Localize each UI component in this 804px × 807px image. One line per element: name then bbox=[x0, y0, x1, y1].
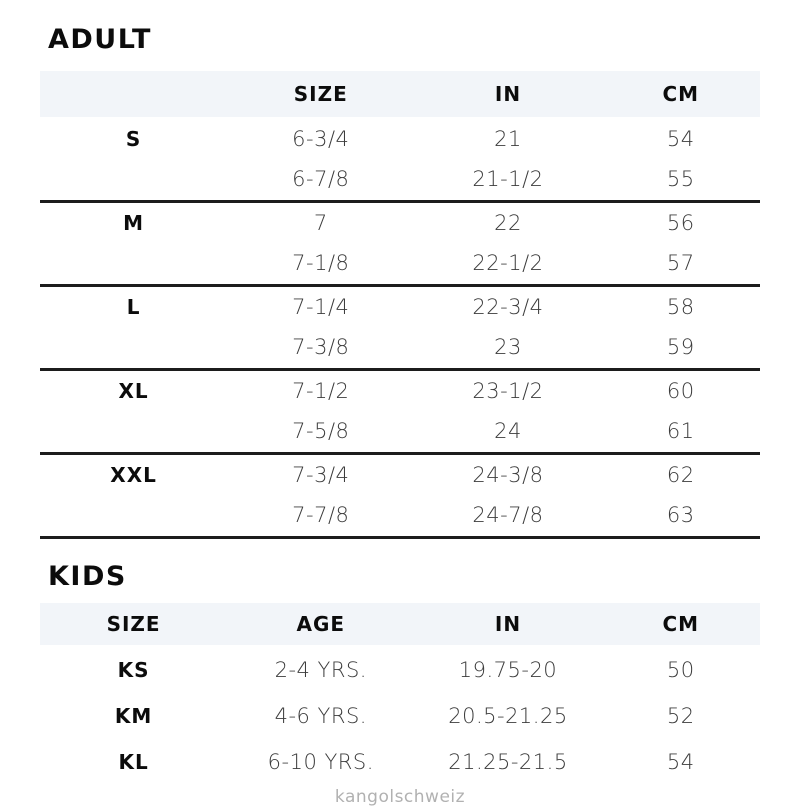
hat-size-value: 7-1/8 bbox=[292, 251, 350, 275]
kids-table-header-row bbox=[40, 603, 760, 645]
size-label: L bbox=[126, 295, 141, 319]
table-row bbox=[40, 647, 760, 693]
site-watermark: kangolschweiz bbox=[334, 787, 466, 807]
table-row bbox=[40, 159, 760, 199]
cm-value: 52 bbox=[666, 704, 695, 728]
adult-size-group-s bbox=[40, 119, 760, 203]
inches-value: 22 bbox=[494, 211, 522, 235]
hat-size-value: 7-3/4 bbox=[292, 463, 350, 487]
age-value: 6-10 YRS. bbox=[267, 750, 374, 774]
cm-value: 63 bbox=[666, 503, 695, 527]
adult-size-group-m bbox=[40, 203, 760, 287]
table-row bbox=[40, 287, 760, 327]
kids-header-in: IN bbox=[494, 612, 522, 636]
inches-value: 24-7/8 bbox=[472, 503, 544, 527]
inches-value: 22-1/2 bbox=[472, 251, 544, 275]
hat-size-value: 6-7/8 bbox=[292, 167, 350, 191]
inches-value: 21 bbox=[494, 127, 522, 151]
adult-size-table bbox=[40, 71, 760, 539]
inches-value: 20.5-21.25 bbox=[448, 704, 568, 728]
table-row bbox=[40, 203, 760, 243]
hat-size-value: 7-5/8 bbox=[292, 419, 350, 443]
cm-value: 50 bbox=[666, 658, 695, 682]
cm-value: 61 bbox=[666, 419, 695, 443]
size-label: S bbox=[125, 127, 142, 151]
cm-value: 54 bbox=[666, 750, 695, 774]
adult-size-group-l bbox=[40, 287, 760, 371]
size-label: XL bbox=[118, 379, 149, 403]
cm-value: 58 bbox=[666, 295, 695, 319]
table-row bbox=[40, 495, 760, 535]
cm-value: 59 bbox=[666, 335, 695, 359]
table-row bbox=[40, 739, 760, 785]
kids-header-size: SIZE bbox=[106, 612, 161, 636]
size-label: KL bbox=[118, 750, 149, 774]
inches-value: 19.75-20 bbox=[458, 658, 558, 682]
size-label: XXL bbox=[110, 463, 157, 487]
adult-section-heading: ADULT bbox=[48, 24, 152, 55]
cm-value: 62 bbox=[666, 463, 695, 487]
cm-value: 55 bbox=[666, 167, 695, 191]
hat-size-value: 7 bbox=[313, 211, 328, 235]
cm-value: 54 bbox=[666, 127, 695, 151]
inches-value: 24 bbox=[494, 419, 522, 443]
inches-value: 21-1/2 bbox=[472, 167, 544, 191]
table-row bbox=[40, 119, 760, 159]
size-label: M bbox=[123, 211, 145, 235]
hat-size-value: 7-1/2 bbox=[292, 379, 350, 403]
adult-header-size: SIZE bbox=[293, 82, 348, 106]
age-value: 4-6 YRS. bbox=[274, 704, 367, 728]
table-row bbox=[40, 327, 760, 367]
age-value: 2-4 YRS. bbox=[274, 658, 367, 682]
hat-size-value: 7-3/8 bbox=[292, 335, 350, 359]
hat-size-value: 7-1/4 bbox=[292, 295, 350, 319]
cm-value: 60 bbox=[666, 379, 695, 403]
cm-value: 57 bbox=[666, 251, 695, 275]
table-row bbox=[40, 455, 760, 495]
inches-value: 24-3/8 bbox=[472, 463, 544, 487]
inches-value: 23-1/2 bbox=[472, 379, 544, 403]
kids-header-age: AGE bbox=[296, 612, 346, 636]
size-label: KS bbox=[117, 658, 150, 682]
hat-size-value: 6-3/4 bbox=[292, 127, 350, 151]
table-row bbox=[40, 371, 760, 411]
inches-value: 21.25-21.5 bbox=[448, 750, 568, 774]
adult-header-in: IN bbox=[494, 82, 522, 106]
size-label: KM bbox=[114, 704, 153, 728]
hat-size-value: 7-7/8 bbox=[292, 503, 350, 527]
inches-value: 22-3/4 bbox=[472, 295, 544, 319]
adult-header-cm: CM bbox=[662, 82, 700, 106]
cm-value: 56 bbox=[666, 211, 695, 235]
kids-size-table bbox=[40, 603, 760, 785]
adult-size-group-xl bbox=[40, 371, 760, 455]
table-row bbox=[40, 411, 760, 451]
kids-section-heading: KIDS bbox=[48, 561, 127, 592]
kids-header-cm: CM bbox=[662, 612, 700, 636]
adult-size-group-xxl bbox=[40, 455, 760, 539]
adult-table-header-row bbox=[40, 71, 760, 117]
inches-value: 23 bbox=[494, 335, 522, 359]
table-row bbox=[40, 693, 760, 739]
table-row bbox=[40, 243, 760, 283]
